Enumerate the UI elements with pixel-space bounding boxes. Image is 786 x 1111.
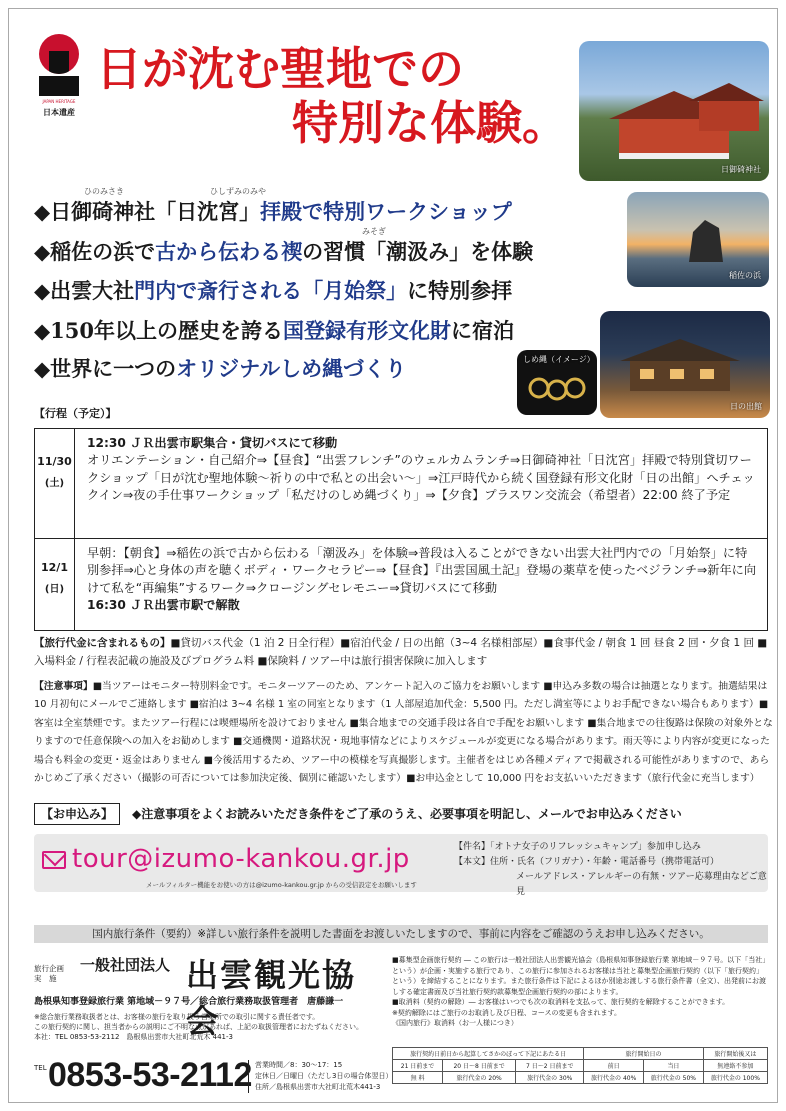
table-cell: 前日 <box>584 1060 644 1072</box>
photo-caption: 日御碕神社 <box>721 165 761 174</box>
schedule-table <box>34 428 768 631</box>
japan-heritage-logo <box>34 34 84 128</box>
schedule-title: 【行程（予定）】 <box>34 407 117 420</box>
photo-shimenawa <box>517 350 597 415</box>
day-body: オリエンテーション・自己紹介⇒【昼食】“出雲フレンチ”のウェルカムランチ⇒日御碕神社「日沈宮」拝殿で特別貸切ワークショップ「日が沈む聖地体験～祈りの中で私との出会い～」⇒江戸時代から続く国登録有形文化財「日の出館」へチェックイン⇒夜の手仕事ワークショップ「私だけのしめ縄づくり」⇒【夕食】プラスワン交流会（希望者）22:00 終了予定 <box>87 453 755 503</box>
table-cell: 当日 <box>644 1060 704 1072</box>
photo-caption: 日の出館 <box>730 402 762 411</box>
date-text: 11/30 <box>37 455 72 468</box>
headline <box>96 42 568 151</box>
conditions-bar: 国内旅行条件（要約）※詳しい旅行条件を説明した書面をお渡しいたしますので、事前に内容をご確認のうえお申し込みください。 <box>34 925 768 943</box>
hours-line: 営業時間／8：30～17：15 <box>255 1061 343 1069</box>
table-row <box>393 1060 768 1072</box>
mail-note: メールフィルター機能をお使いの方は@izumo-kankou.gr.jp からの受信設定をお願いします <box>146 881 417 889</box>
day-lead: 16:30 ＪＲ出雲市駅で解散 <box>87 598 240 613</box>
day-date <box>35 429 75 538</box>
heritage-block-icon <box>39 76 79 96</box>
bullet-text: ◆出雲大社 <box>34 278 135 303</box>
bullet-5 <box>34 353 406 383</box>
mail-body-1: 【本文】住所・氏名（フリガナ）・年齢・電話番号（携帯電話可） <box>454 857 720 867</box>
bullet-highlight: 門内で斎行される「月始祭」 <box>134 278 408 303</box>
table-cell: 旅行代金の 30% <box>516 1072 584 1084</box>
bullet-text: ◆日御碕神社「日沈宮」 <box>34 199 261 224</box>
bullet-text: に宿泊 <box>451 318 514 343</box>
table-cell: 無 料 <box>393 1072 443 1084</box>
day-body: 早朝：【朝食】⇒稲佐の浜で古から伝わる「潮汲み」を体験⇒普段は入ることができない出雲大社門内での「月始祭」に特別参拝⇒心と身体の声を聴くボディ・ワークセラピー⇒【昼食】『出雲国風土記』登場の薬草を使ったベジランチ⇒新年に向けて私を“再編集”するワーク⇒クロージングセレモニー⇒貸切バスにて移動 <box>87 546 757 595</box>
bullet-highlight: オリジナルしめ縄づくり <box>176 356 407 381</box>
apply-tag: 【お申込み】 <box>34 803 120 825</box>
tel-label: TEL <box>34 1064 47 1072</box>
bullet-3 <box>34 275 512 305</box>
table-cell: 無連絡不参加 <box>703 1060 767 1072</box>
bullet-1 <box>34 187 512 226</box>
bullet-highlight: 古から伝わる禊 <box>155 239 303 264</box>
apply-section <box>34 802 768 826</box>
org-label-1: 旅行企画 <box>34 964 64 973</box>
email-link[interactable]: tour@izumo-kankou.gr.jp <box>72 844 410 874</box>
photo-hinomisaki-shrine <box>579 41 769 181</box>
contract-note: ■募集型企画旅行契約 ― この旅行は一般社団法人出雲観光協会（島根県知事登録旅行業 第地域－９７号。以下「当社」という）が企画・実施する旅行であり、この旅行に参加されるお客様は当社と募集型企画旅行契約（以下「旅行契約」という）を締結することになります。また旅行条件は下記によるほか別途お渡しする旅行条件書（全文）、出発前にお渡しする確定書面及び当社旅行契約款募集型企画旅行契約の部によります。 <box>392 956 766 996</box>
photo-inasa-beach <box>627 192 769 287</box>
ruby-text: ひしずみのみや <box>210 187 266 196</box>
apply-text: ◆注意事項をよくお読みいただき条件をご了承のうえ、必要事項を明記し、メールでお申込みください <box>132 807 682 821</box>
included-text: ■貸切バス代金（1 泊 2 日全行程）■宿泊代金 / 日の出館（3~4 名様相部屋）■食事代金 / 朝食 1 回 昼食 2 回・夕食 1 回 ■入場料金 / 行程表記載の施設及びプログラム料 ■保険料 / ツアー中は旅行損害保険に加入します <box>34 637 768 667</box>
cancellation-table <box>392 1047 768 1084</box>
hours-line: 住所／島根県出雲市大社町北荒木441-3 <box>255 1083 381 1091</box>
sun-icon <box>39 34 79 74</box>
travel-conditions-text <box>392 955 768 1029</box>
mail-instructions <box>454 840 768 900</box>
org-label <box>34 964 64 984</box>
bullet-text: に特別参拝 <box>407 278 513 303</box>
org-note-line: ※総合旅行業務取扱者とは、お客様の旅行を取り扱う営業所での取引に関する責任者です。 <box>34 1013 320 1021</box>
table-row <box>393 1072 768 1084</box>
org-name: 出雲観光協会 <box>186 956 357 1040</box>
bullet-4 <box>34 315 514 345</box>
table-header: 旅行契約日前日から起算してさかのぼって下記にあたる日 <box>393 1048 584 1060</box>
headline-line1: 日が沈む聖地での <box>96 42 464 96</box>
weekday-text: (日) <box>44 584 65 595</box>
included-section <box>34 634 774 670</box>
office-hours <box>248 1060 392 1093</box>
table-header: 旅行開始日の <box>584 1048 703 1060</box>
table-cell: 21 日前まで <box>393 1060 443 1072</box>
logo-small-text: JAPAN HERITAGE <box>42 99 76 104</box>
weekday-text: (土) <box>44 478 65 489</box>
org-label-2: 実 施 <box>34 974 57 983</box>
photo-caption: しめ縄（イメージ） <box>523 355 595 364</box>
bullet-text: ◆世界に一つの <box>34 356 177 381</box>
table-cell: 旅行代金の 20% <box>443 1072 516 1084</box>
photo-hinode-kan <box>600 311 770 418</box>
bullet-2 <box>34 227 534 266</box>
org-note-line: この旅行契約に関し、担当者からの説明にご不明な点があれば、上記の取扱管理者におたずねください。 <box>34 1023 363 1031</box>
table-cell: 20 日～8 日前まで <box>443 1060 516 1072</box>
headline-line2: 特別な体験。 <box>292 96 568 151</box>
org-note-line: 本社：TEL 0853-53-2112 島根県出雲市大社町北荒木 441-3 <box>34 1033 233 1041</box>
date-text: 12/1 <box>41 561 68 574</box>
caution-tag: 【注意事項】 <box>34 681 93 692</box>
phone-number[interactable]: 0853-53-2112 <box>48 1056 252 1094</box>
bullet-text: の習慣「潮汲み」を体験 <box>302 239 534 264</box>
ruby-text: みそぎ <box>362 227 386 236</box>
day-lead: 12:30 ＪＲ出雲市駅集合・貸切バスにて移動 <box>87 436 338 450</box>
day-detail <box>87 545 759 615</box>
org-notes <box>34 1012 363 1042</box>
logo-name: 日本遺産 <box>43 108 75 117</box>
hours-line: 定休日／日曜日（ただし3日の場合体翌日） <box>255 1072 393 1080</box>
org-corp: 一般社団法人 <box>80 956 171 974</box>
bullet-text: ◆150年以上の歴史を誇る <box>34 318 283 343</box>
day-detail <box>87 435 759 505</box>
mail-icon <box>42 851 66 869</box>
photo-caption: 稲佐の浜 <box>729 271 761 280</box>
cancel-title: 《国内旅行》取消料（お一人様につき） <box>392 1019 518 1027</box>
schedule-day-2 <box>35 539 767 631</box>
shrine-illustration <box>579 41 769 181</box>
mail-subject: 【件名】「オトナ女子のリフレッシュキャンプ」参加申し込み <box>454 842 701 852</box>
bullet-text: ◆稲佐の浜で <box>34 239 156 264</box>
mail-box <box>34 834 768 897</box>
day-date <box>35 539 75 631</box>
included-tag: 【旅行代金に含まれるもの】 <box>34 637 171 649</box>
bullet-highlight: 国登録有形文化財 <box>283 318 451 343</box>
cancel-note: ■取消料（契約の解除）― お客様はいつでも次の取消料を支払って、旅行契約を解除することができます。 <box>392 998 730 1006</box>
cancel-subnote: ※契約解除にはご旅行のお取消し及び日程、コースの変更も含まれます。 <box>392 1008 621 1017</box>
table-cell: 旅行代金の 50% <box>644 1072 704 1084</box>
table-header: 旅行開始後又は <box>703 1048 767 1060</box>
schedule-day-1 <box>35 429 767 539</box>
mail-body-2: メールアドレス・アレルギーの有無・ツアー応募理由などご意見 <box>516 872 767 897</box>
ruby-text: ひのみさき <box>84 187 124 196</box>
table-cell: 旅行代金の 40% <box>584 1072 644 1084</box>
caution-text: ■当ツアーはモニター特別料金です。モニターツアーのため、アンケート記入のご協力をお願いします ■申込み多数の場合は抽選となります。抽選結果は 10 月初旬にメールでご連絡します ■宿泊は 3~4 名様 1 室の同室となります（1 人部屋追加代金：5,500 円。ただし満室等によりお手配できない場合もあります）■客室は全室禁煙です。またツアー行程には喫煙場所を設けておりません ■集合地までの交通手段は各自で手配をお願いします ■集合地までの往復路は保険の対象外となりますので任意保険への加入をお勧めします ■交通機関・道路状況・現地事情などによりスケジュールが変更になる場合があります。雨天等により内容が変更になった場合も料金の変更・返金はありません ■今後活用するため、ツアー中の模様を写真撮影します。主催者をはじめ各種メディアで掲載される可能性がありますので、あらかじめご了承ください（撮影の可否については参加決定後、個別に確認いたします）■お申込金として 10,000 円をお支払いいただきます（旅行代金に充当します） <box>34 681 773 785</box>
org-registration: 島根県知事登録旅行業 第地域－９７号／総合旅行業務取扱管理者 唐藤謙一 <box>34 997 344 1007</box>
table-cell: 旅行代金の 100% <box>703 1072 767 1084</box>
table-row <box>393 1048 768 1060</box>
bullet-highlight: 拝殿で特別ワークショップ <box>260 199 512 224</box>
caution-section <box>34 678 774 788</box>
table-cell: 7 日～2 日前まで <box>516 1060 584 1072</box>
